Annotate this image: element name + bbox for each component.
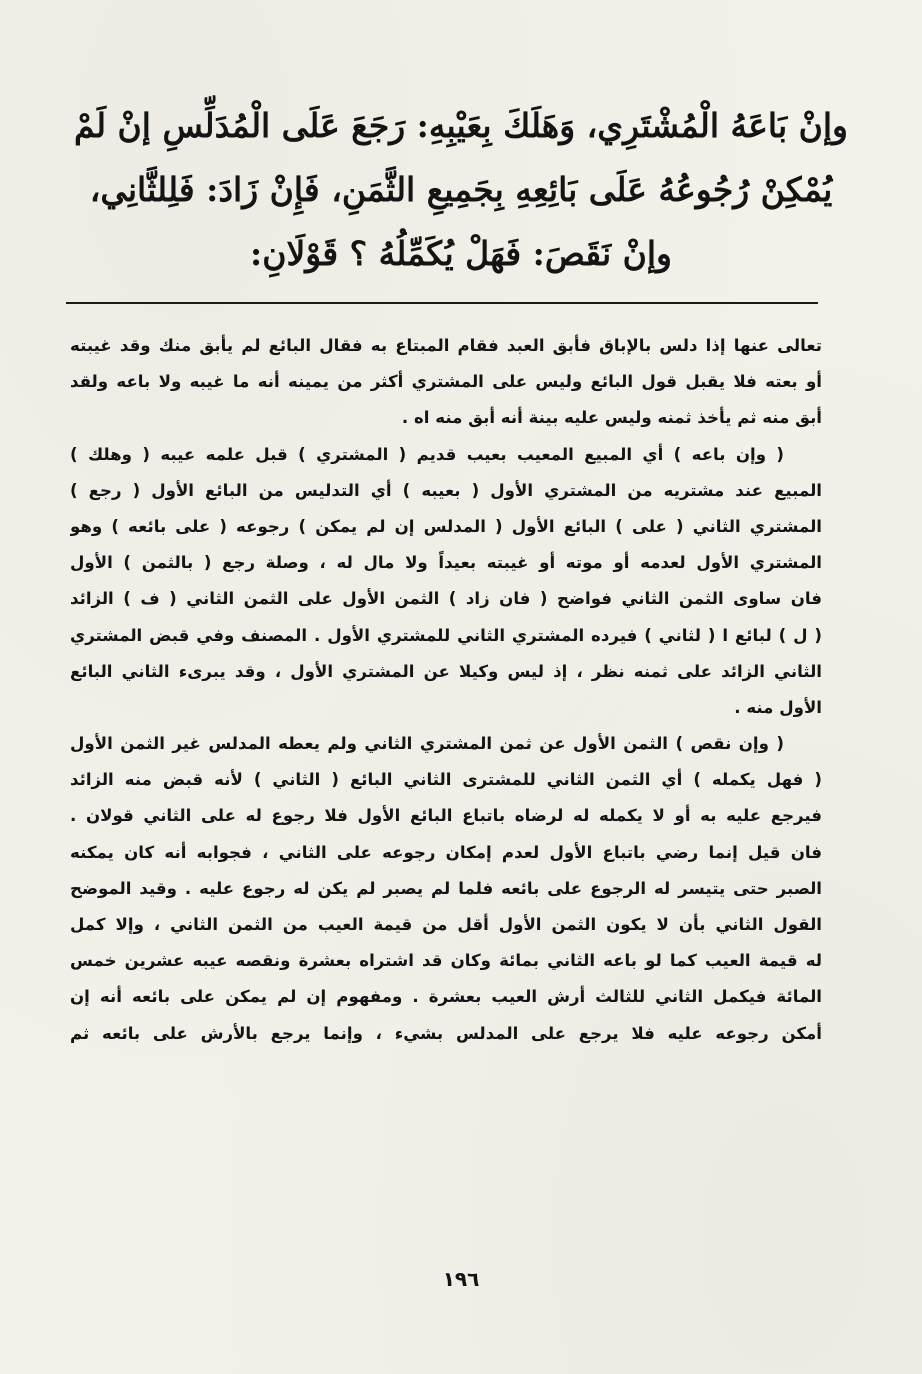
- commentary-line-1: تعالى عنها إذا دلس بالإباق فأبق العبد فقام المبتاع به فقال البائع لم يأبق منك وقد غيبته: [70, 336, 822, 355]
- matn-line-3: وإنْ نَقَصَ: فَهَلْ يُكَمِّلُهُ ؟ قَوْلَانِ:: [250, 234, 672, 273]
- commentary-line-9: ( ل ) لبائع ا ( لثاني ) فيرده المشتري الثاني للمشتري الأول . المصنف وفي قبض المشتري: [70, 625, 822, 645]
- matn-line-2: يُمْكِنْ رُجُوعُهُ عَلَى بَائِعِهِ بِجَمِيعِ الثَّمَنِ، فَإِنْ زَادَ: فَلِلثَّانِي،: [89, 170, 833, 209]
- commentary-line-13: ( فهل يكمله ) أي الثمن الثاني للمشترى الثاني البائع ( الثاني ) لأنه قبض منه الزائد: [70, 770, 822, 790]
- separator-rule: [66, 302, 818, 304]
- commentary-line-10: الثاني الزائد على ثمنه نظر ، إذ ليس وكيلا عن المشتري الأول ، وقد يبرىء الثاني البائع: [70, 661, 822, 681]
- commentary-text: [70, 328, 822, 1052]
- commentary-line-12: ( وإن نقص ) الثمن الأول عن ثمن المشتري الثاني ولم يعطه المدلس غير الثمن الأول: [70, 734, 784, 754]
- commentary-line-6: المشتري الثاني ( على ) البائع الأول ( المدلس إن لم يمكن ) رجوعه ( على بائعه ) وهو: [70, 516, 822, 536]
- page-number: ١٩٦: [442, 1267, 480, 1291]
- commentary-line-16: الصبر حتى يتيسر له الرجوع على بائعه فلما لم يصبر لم يكن له رجوع عليه . وقيد الموضح: [70, 878, 822, 898]
- commentary-line-19: المائة فيكمل الثاني للثالث أرش العيب بعشرة . ومفهوم إن لم يمكن على بائعه أنه إن: [70, 987, 822, 1007]
- commentary-line-17: القول الثاني بأن لا يكون الثمن الأول أقل من قيمة العيب من الثمن الثاني ، وإلا كمل: [70, 915, 822, 934]
- commentary-line-11: الأول منه .: [734, 697, 822, 717]
- commentary-line-8: فان ساوى الثمن الثاني فواضح ( فان زاد ) الثمن الأول على الثمن الثاني ( ف ) الزائد: [70, 589, 822, 609]
- commentary-line-20: أمكن رجوعه عليه فلا يرجع على المدلس بشيء ، وإنما يرجع بالأرش على بائعه ثم: [70, 1023, 822, 1043]
- matn-line-1: وإنْ بَاعَهُ الْمُشْتَرِي، وَهَلَكَ بِعَيْبِهِ: رَجَعَ عَلَى الْمُدَلِّسِ إنْ لَمْ: [74, 106, 848, 145]
- commentary-line-14: فيرجع عليه به أو لا يكمله له لرضاه باتباع البائع الأول فلا رجوع له على الثاني قولان .: [70, 806, 822, 826]
- commentary-line-15: فان قيل إنما رضي باتباع الأول لعدم إمكان رجوعه على الثاني ، فجوابه أنه كان يمكنه: [70, 842, 822, 862]
- commentary-line-18: له قيمة العيب كما لو باعه الثاني بمائة وكان قد اشتراه بعشرة ونقصه عيبه عشرين خمس: [70, 951, 822, 971]
- commentary-line-5: المبيع عند مشتريه من المشتري الأول ( بعيبه ) أي التدليس من البائع الأول ( رجع ): [70, 480, 822, 500]
- commentary-line-7: المشتري الأول لعدمه أو موته أو غيبته بعيداً ولا مال له ، وصلة رجع ( بالثمن ) الأول: [70, 553, 822, 573]
- commentary-line-4: ( وإن باعه ) أي المبيع المعيب بعيب قديم ( المشتري ) قبل علمه عيبه ( وهلك ): [70, 444, 784, 464]
- commentary-line-2: أو بعته فلا يقبل قول البائع وليس على المشتري أكثر من يمينه أنه ما غيبه ولا باعه ولقد: [70, 372, 822, 392]
- commentary-line-3: أبق منه ثم يأخذ ثمنه وليس عليه بينة أنه أبق منه اه .: [401, 408, 822, 428]
